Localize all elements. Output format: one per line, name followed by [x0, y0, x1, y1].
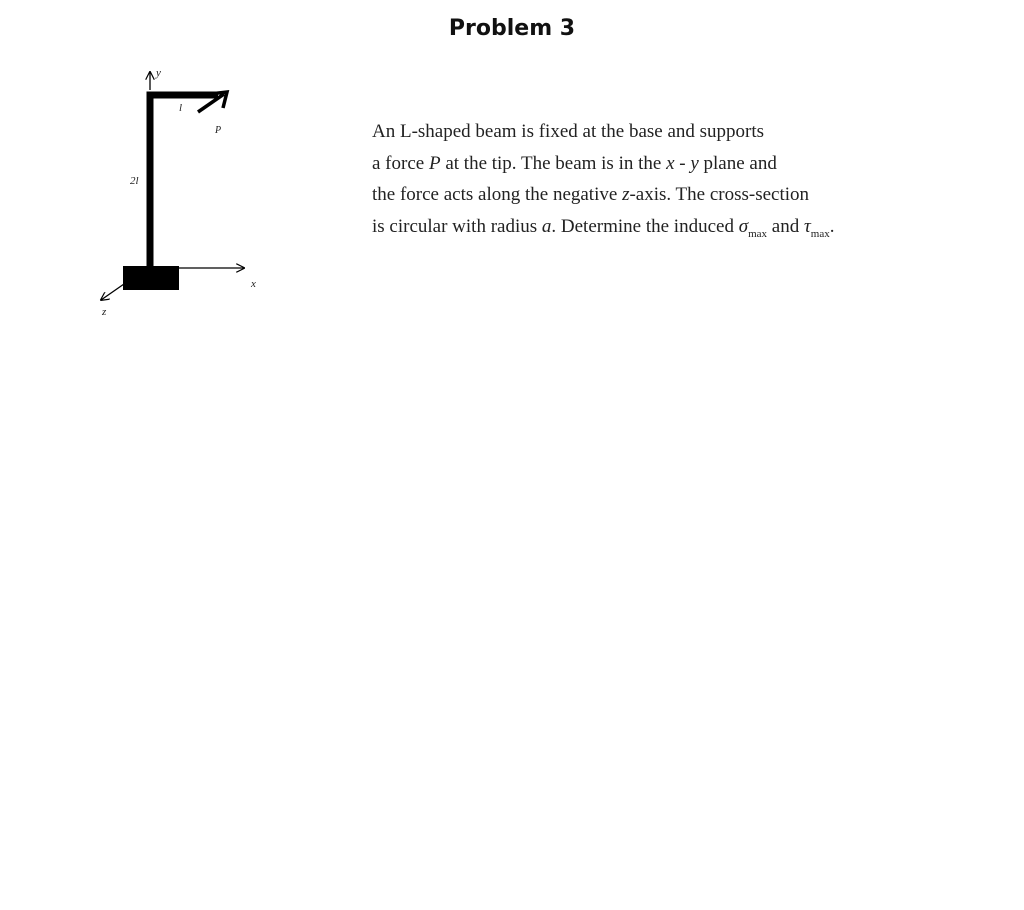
x-axis-label: x [251, 278, 256, 290]
y-symbol: y [690, 152, 699, 174]
text-segment: a force [372, 152, 425, 174]
page-title: Problem 3 [448, 16, 576, 41]
y-axis-label: y [156, 67, 161, 79]
fixed-support [123, 266, 179, 290]
force-label: P [215, 125, 222, 136]
radius-symbol: a [541, 215, 552, 237]
tau-symbol: τ [803, 215, 811, 237]
l-beam-diagram [0, 0, 320, 340]
problem-line-3 [372, 179, 992, 211]
problem-line-1: An L-shaped beam is fixed at the base and supports [372, 121, 765, 142]
z-axis-arrow [101, 284, 124, 300]
sigma-symbol: σ [738, 215, 749, 237]
x-symbol: x [666, 152, 675, 174]
text-segment: . Determine the induced [551, 215, 734, 237]
problem-line-2 [372, 148, 992, 180]
text-segment: at the tip. The beam is in the [445, 152, 662, 174]
sigma-subscript: max [748, 227, 768, 240]
z-symbol: z [622, 184, 630, 205]
problem-statement [372, 116, 992, 250]
text-segment: plane and [703, 152, 777, 174]
text-segment: is circular with radius [372, 215, 538, 237]
vertical-length-label: 2l [130, 175, 139, 187]
text-segment: and [771, 215, 800, 237]
text-segment: -axis. The cross-section [629, 184, 810, 205]
horizontal-length-label: l [179, 102, 183, 114]
tau-subscript: max [810, 227, 830, 240]
text-segment: - [679, 152, 686, 174]
text-segment: . [829, 215, 835, 237]
problem-line-4 [372, 211, 992, 251]
force-symbol: P [428, 152, 441, 174]
z-axis-label: z [102, 306, 107, 318]
text-segment: the force acts along the negative [372, 184, 618, 205]
